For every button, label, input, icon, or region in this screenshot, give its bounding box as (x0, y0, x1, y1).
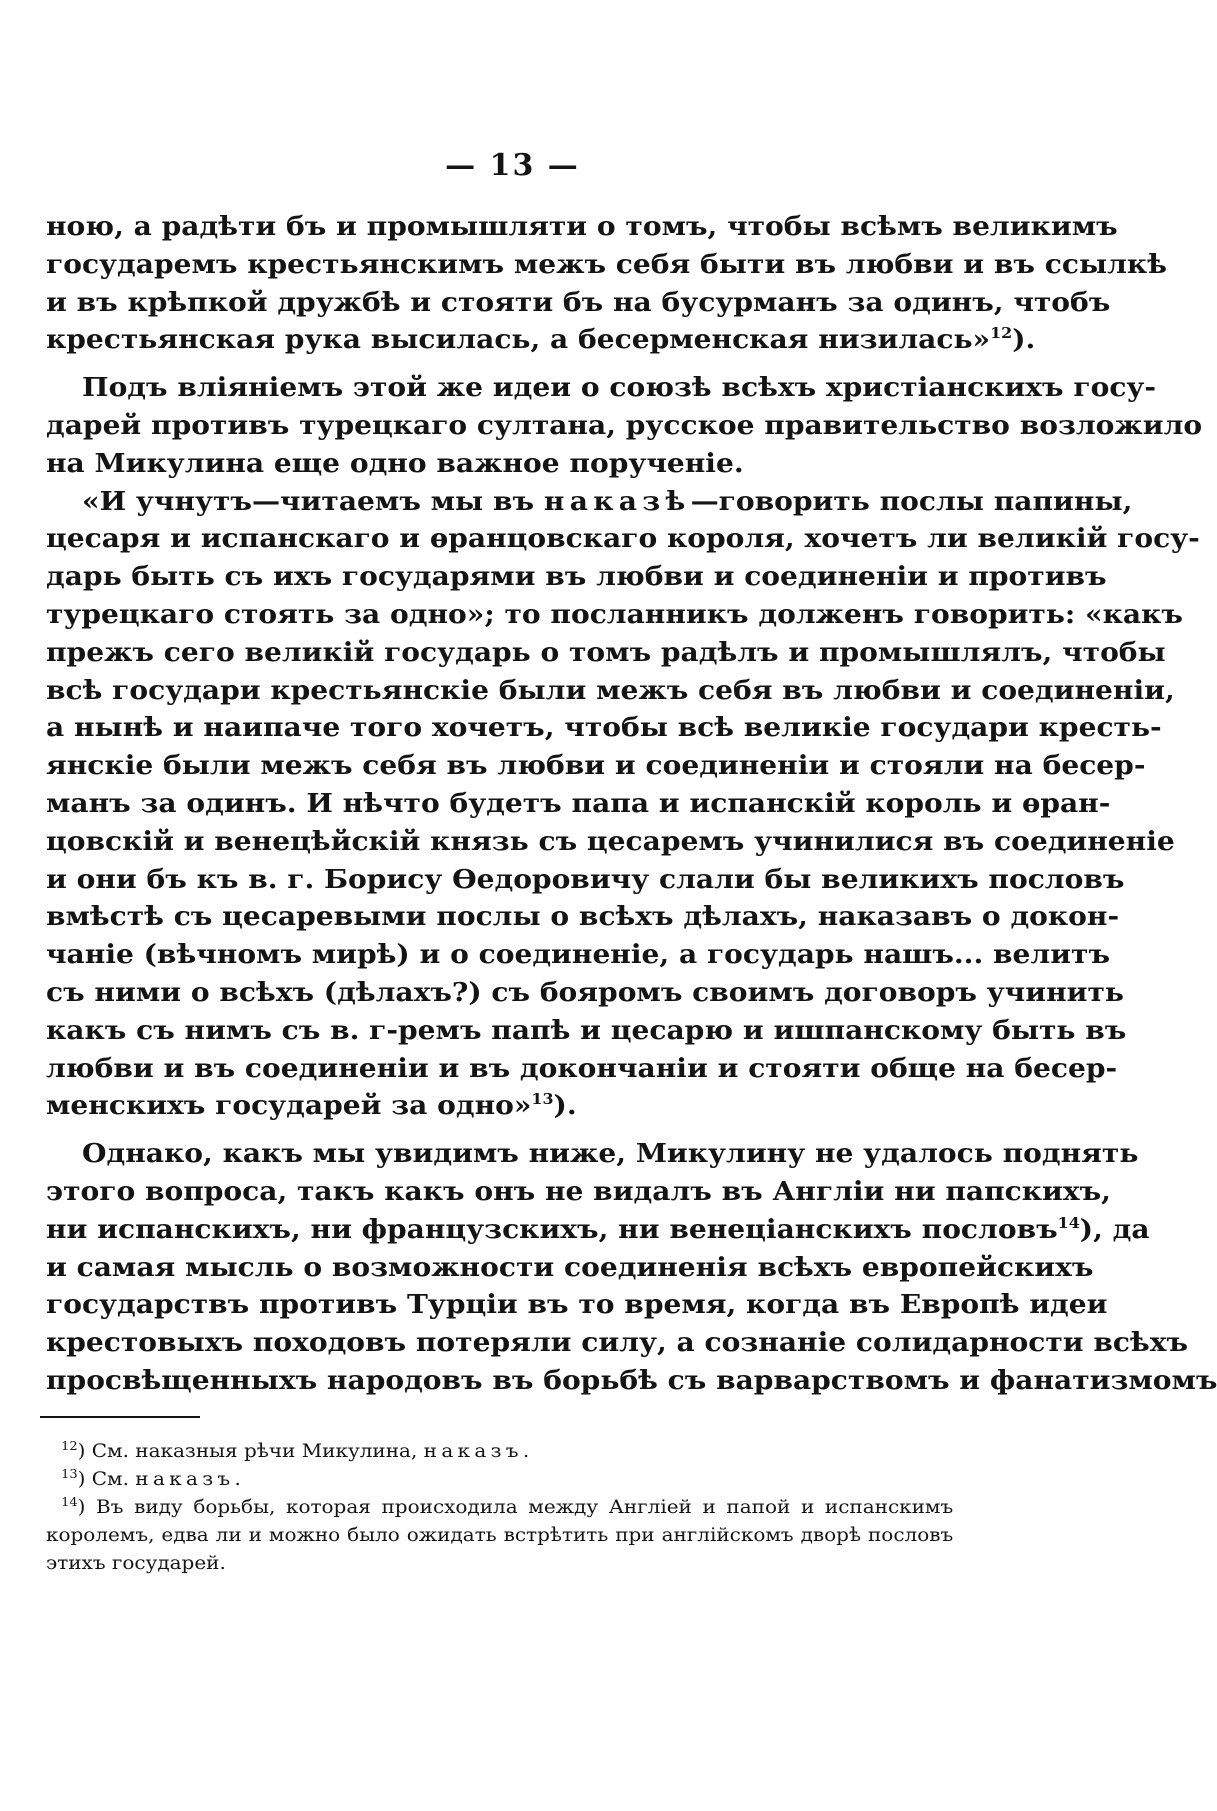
footnote-rule (40, 1416, 200, 1418)
text-line (46, 596, 1183, 634)
text-line (46, 747, 1146, 785)
footnote-number: 12 (61, 1438, 78, 1453)
text-line-content: на Микулина еще одно важное порученіе. (46, 447, 744, 479)
text-line (46, 1012, 1127, 1050)
text-line (46, 483, 1133, 521)
text-line (46, 369, 1157, 407)
text-line-content: просвѣщенныхъ народовъ въ борьбѣ съ варварствомъ и фанатизмомъ (46, 1364, 1217, 1396)
footnote-text: ) См. наказныя рѣчи Микулина, (77, 1441, 424, 1462)
text-line (46, 520, 1200, 558)
footnote (46, 1550, 953, 1578)
text-line (46, 936, 1110, 974)
page-number: — 13 — (445, 148, 580, 183)
emphasis-spaced: наказъ (135, 1469, 235, 1490)
text-line-content: и самая мысль о возможности соединенія всѣхъ европейскихъ (46, 1251, 1094, 1283)
footnote (46, 1466, 953, 1494)
text-line-content: манъ за одинъ. И нѣчто будетъ папа и испанскій король и ѳран- (46, 787, 1111, 819)
text-line-content: дарей противъ турецкаго султана, русское правительство возложило (46, 409, 1203, 441)
footnote-number: 13 (61, 1466, 78, 1481)
text-line (46, 208, 1118, 246)
footnote-ref: 13 (531, 1090, 554, 1109)
text-line-content: прежъ сего великій государь о томъ радѣлъ и промышлялъ, чтобы (46, 636, 1166, 668)
emphasis-spaced: наказъ (423, 1441, 523, 1462)
text-line-content: «И учнутъ—читаемъ мы въ (82, 485, 544, 517)
text-line-content: турецкаго стоять за одно»; то посланникъ долженъ говорить: «какъ (46, 598, 1183, 630)
text-line (46, 1087, 936, 1125)
text-line-tail: ). (1012, 324, 1036, 356)
footnote (46, 1438, 953, 1466)
text-line-content: съ ними о всѣхъ (дѣлахъ?) съ бояромъ своимъ договоръ учинить (46, 976, 1124, 1008)
text-line-content: цесаря и испанскаго и ѳранцовскаго короля, хочетъ ли великій госу- (46, 523, 1200, 555)
footnote-text: этихъ государей. (46, 1553, 226, 1574)
footnote-text: королемъ, едва ли и можно было ожидать встрѣтить при англійскомъ дворѣ пословъ (46, 1525, 954, 1546)
text-line-content: крестьянская рука высилась, а бесерменская низилась» (46, 324, 991, 356)
text-line (46, 785, 1111, 823)
footnotes (46, 1438, 953, 1578)
footnote (46, 1494, 953, 1522)
body-text (46, 208, 1217, 1400)
text-line (46, 823, 1175, 861)
footnote-ref: 14 (1057, 1213, 1080, 1232)
text-line-content: Подъ вліяніемъ этой же идеи о союзѣ всѣхъ христіанскихъ госу- (82, 372, 1157, 404)
text-line-content: ною, а радѣти бъ и промышляти о томъ, чтобы всѣмъ великимъ (46, 211, 1118, 242)
footnote-tail: . (522, 1441, 530, 1462)
text-line (46, 1135, 1139, 1173)
text-line (46, 1286, 1108, 1324)
text-line (46, 284, 1111, 322)
text-line (46, 445, 936, 483)
text-line (46, 1173, 1111, 1211)
text-line (46, 1249, 1094, 1287)
footnote-tail: . (234, 1469, 241, 1490)
text-line-content: государемъ крестьянскимъ межъ себя быти въ любви и въ ссылкѣ (46, 248, 1167, 280)
footnote (46, 1522, 953, 1550)
footnote-number: 14 (61, 1494, 78, 1509)
text-line (46, 898, 1120, 936)
paragraph-gap (46, 1125, 936, 1135)
paragraph-gap (46, 359, 936, 369)
text-line-content: дарь быть съ ихъ государями въ любви и соединеніи и противъ (46, 561, 1107, 593)
text-line (46, 634, 1166, 672)
text-line (46, 321, 1036, 359)
text-line (46, 861, 1125, 899)
text-line-content: ни испанскихъ, ни французскихъ, ни венеціанскихъ пословъ (46, 1213, 1058, 1245)
text-line-content: этого вопроса, такъ какъ онъ не видалъ въ Англіи ни папскихъ, (46, 1175, 1111, 1207)
text-line (46, 1324, 1189, 1362)
text-line (46, 1050, 1118, 1088)
text-line-content: цовскій и венецѣйскій князь съ цесаремъ учинилися въ соединеніе (46, 825, 1175, 857)
text-line-content: Однако, какъ мы увидимъ ниже, Микулину не удалось поднять (82, 1138, 1139, 1170)
text-line (46, 407, 1203, 445)
text-line-content: чаніе (вѣчномъ мирѣ) и о соединеніе, а государь нашъ... велитъ (46, 939, 1110, 971)
footnote-text: ) Въ виду борьбы, которая происходила между Англіей и папой и испанскимъ (77, 1497, 954, 1518)
text-line (46, 1362, 1217, 1400)
emphasis-spaced: наказѣ (543, 485, 691, 517)
text-line-content: менскихъ государей за одно» (46, 1090, 532, 1122)
text-line-content: какъ съ нимъ съ в. г-ремъ папѣ и цесарю и ишпанскому быть въ (46, 1014, 1127, 1046)
footnote-text: ) См. (77, 1469, 136, 1490)
text-line-content: всѣ государи крестьянскіе были межъ себя въ любви и соединеніи, (46, 674, 1175, 706)
text-line-tail: ), да (1079, 1213, 1150, 1245)
text-line (46, 672, 1175, 710)
text-line-content: и они бъ къ в. г. Борису Ѳедоровичу слали бы великихъ пословъ (46, 863, 1125, 895)
text-line-content: и въ крѣпкой дружбѣ и стояти бъ на бусурманъ за одинъ, чтобъ (46, 286, 1111, 318)
text-line-tail: ). (553, 1090, 577, 1122)
text-line (46, 558, 1107, 596)
text-line-content: вмѣстѣ съ цесаревыми послы о всѣхъ дѣлахъ, наказавъ о докон- (46, 901, 1120, 933)
footnote-ref: 12 (990, 324, 1013, 343)
text-line (46, 246, 1167, 284)
text-line-tail: —говорить послы папины, (690, 485, 1133, 517)
text-line-content: крестовыхъ походовъ потеряли силу, а сознаніе солидарности всѣхъ (46, 1327, 1189, 1359)
text-line-content: любви и въ соединеніи и въ докончаніи и стояти обще на бесер- (46, 1052, 1118, 1084)
text-line-content: янскіе были межъ себя въ любви и соединеніи и стояли на бесер- (46, 750, 1146, 782)
text-line (46, 974, 1124, 1012)
text-line-content: а нынѣ и наипаче того хочетъ, чтобы всѣ великіе государи кресть- (46, 712, 1162, 744)
text-line (46, 709, 1162, 747)
text-line (46, 1211, 1150, 1249)
text-line-content: государствъ противъ Турціи въ то время, когда въ Европѣ идеи (46, 1289, 1108, 1321)
